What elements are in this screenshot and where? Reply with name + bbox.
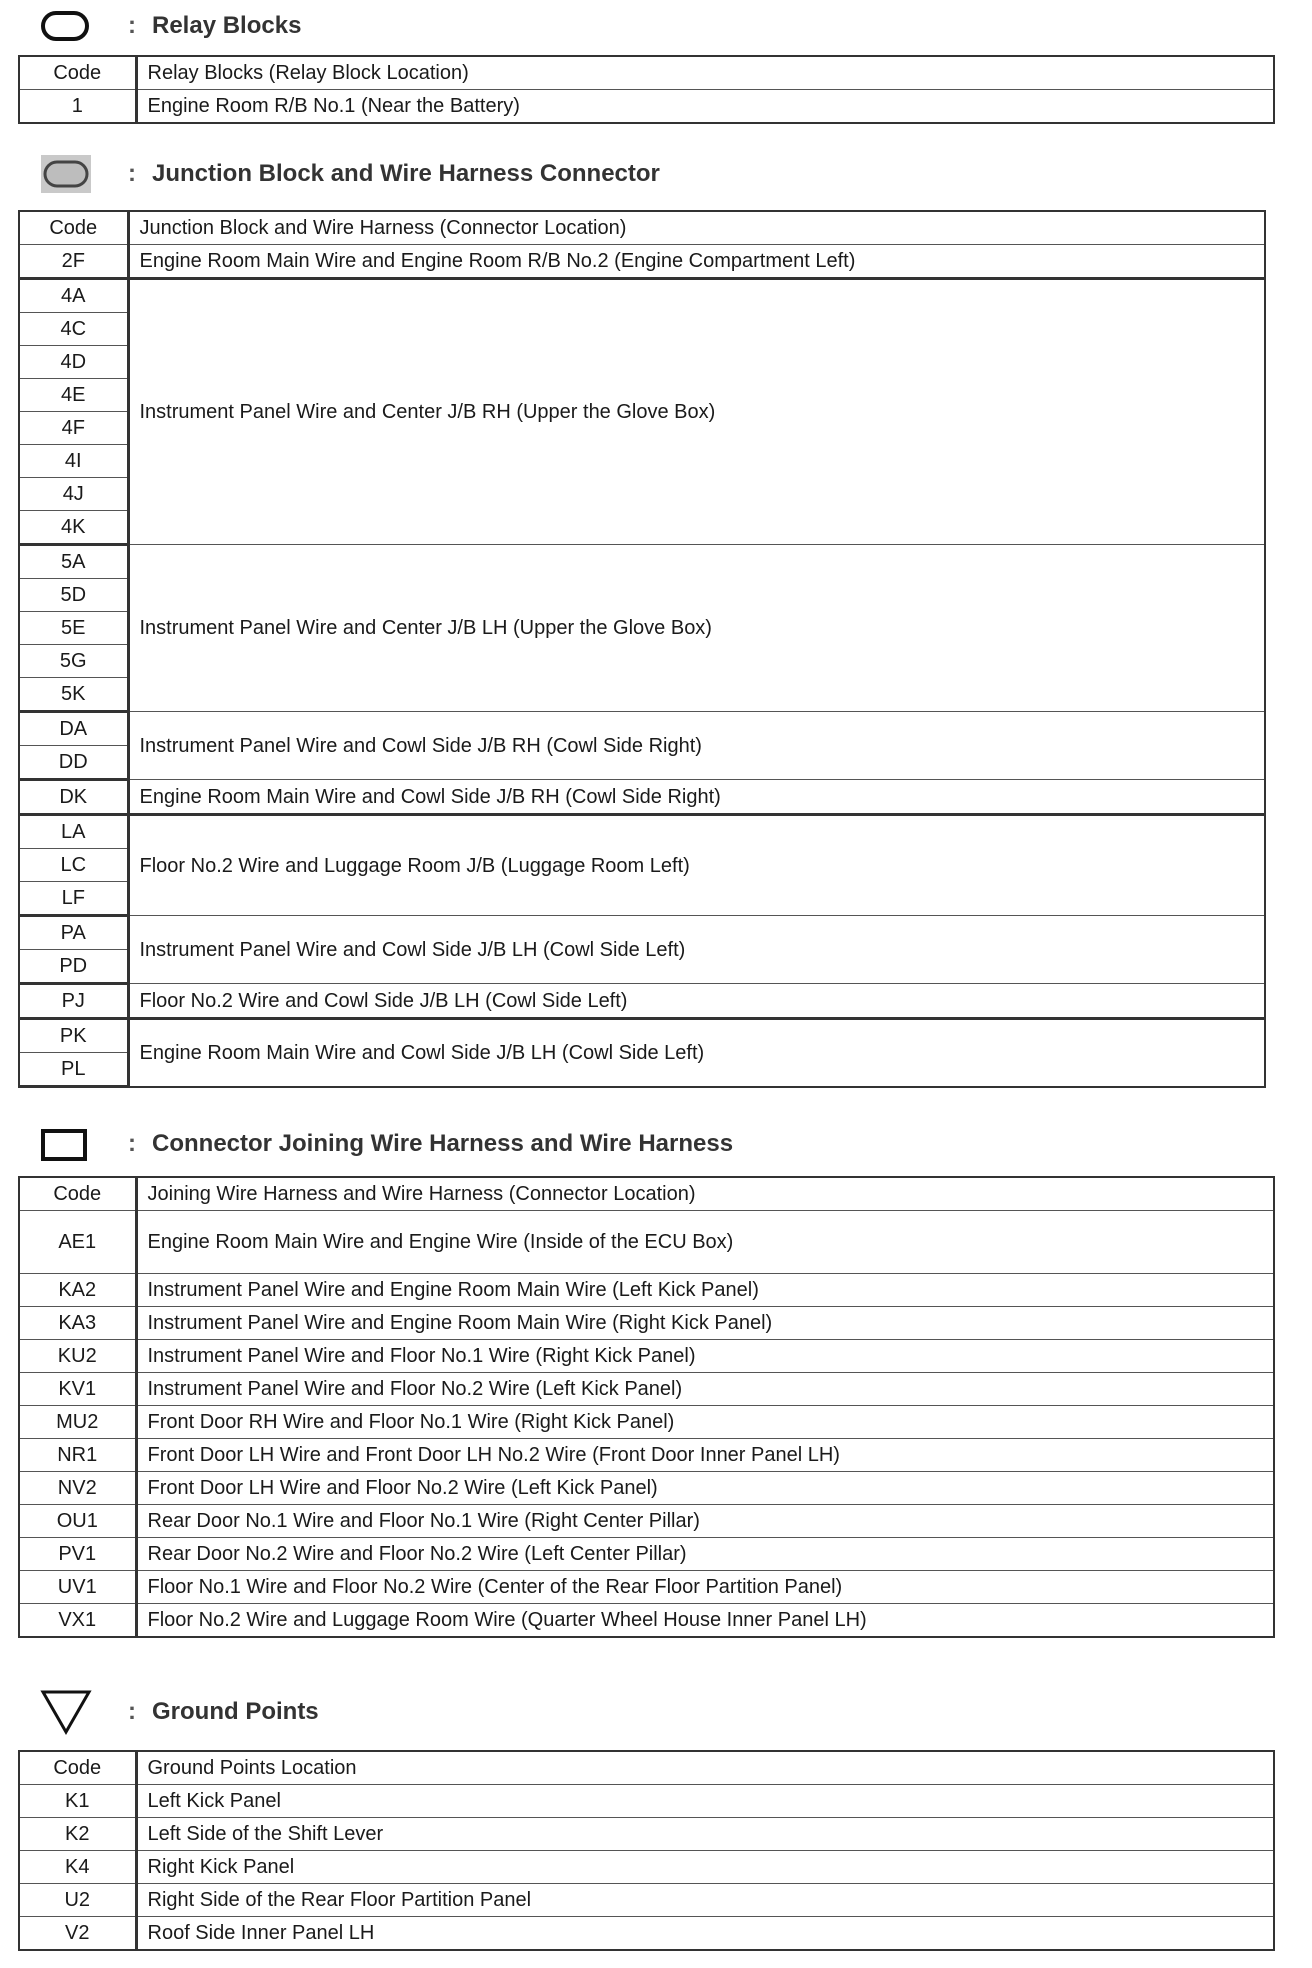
code-cell: AE1	[19, 1211, 136, 1274]
code-cell: PJ	[19, 984, 128, 1019]
section-heading-junction: : Junction Block and Wire Harness Connector	[40, 154, 660, 194]
table-row	[19, 1884, 1274, 1917]
table-row	[19, 1604, 1274, 1638]
section-heading-relay: : Relay Blocks	[40, 6, 301, 46]
description-cell: Engine Room Main Wire and Engine Wire (Inside of the ECU Box)	[136, 1211, 1274, 1274]
rounded-rect-icon	[40, 9, 92, 43]
code-cell: 4K	[19, 511, 128, 545]
table-row	[19, 1211, 1274, 1274]
code-cell: OU1	[19, 1505, 136, 1538]
code-cell: 5G	[19, 645, 128, 678]
code-cell: NR1	[19, 1439, 136, 1472]
code-cell: PV1	[19, 1538, 136, 1571]
description-cell: Left Side of the Shift Lever	[136, 1818, 1274, 1851]
header-description: Joining Wire Harness and Wire Harness (Connector Location)	[136, 1177, 1274, 1211]
description-cell: Roof Side Inner Panel LH	[136, 1917, 1274, 1951]
code-cell: K4	[19, 1851, 136, 1884]
description-cell: Floor No.1 Wire and Floor No.2 Wire (Center of the Rear Floor Partition Panel)	[136, 1571, 1274, 1604]
code-cell: 4A	[19, 279, 128, 313]
description-cell: Engine Room R/B No.1 (Near the Battery)	[136, 90, 1274, 124]
table-row	[19, 780, 1265, 815]
table-row	[19, 815, 1265, 849]
description-cell: Instrument Panel Wire and Floor No.1 Wire (Right Kick Panel)	[136, 1340, 1274, 1373]
table-row	[19, 916, 1265, 950]
description-cell: Right Kick Panel	[136, 1851, 1274, 1884]
table-row	[19, 1439, 1274, 1472]
code-cell: 5D	[19, 579, 128, 612]
code-cell: PL	[19, 1053, 128, 1087]
code-cell: 5K	[19, 678, 128, 712]
code-cell: PA	[19, 916, 128, 950]
description-cell: Instrument Panel Wire and Center J/B LH (Upper the Glove Box)	[128, 545, 1265, 712]
code-cell: 4J	[19, 478, 128, 511]
code-cell: LF	[19, 882, 128, 916]
description-cell: Engine Room Main Wire and Engine Room R/B No.2 (Engine Compartment Left)	[128, 245, 1265, 279]
description-cell: Rear Door No.1 Wire and Floor No.1 Wire (Right Center Pillar)	[136, 1505, 1274, 1538]
section-heading-connector: : Connector Joining Wire Harness and Wire Harness	[40, 1124, 733, 1164]
table-row	[19, 1307, 1274, 1340]
description-cell: Left Kick Panel	[136, 1785, 1274, 1818]
section-title: Ground Points	[152, 1698, 319, 1725]
description-cell: Engine Room Main Wire and Cowl Side J/B RH (Cowl Side Right)	[128, 780, 1265, 815]
code-cell: NV2	[19, 1472, 136, 1505]
description-cell: Instrument Panel Wire and Floor No.2 Wire (Left Kick Panel)	[136, 1373, 1274, 1406]
table-row	[19, 1538, 1274, 1571]
table-row	[19, 1851, 1274, 1884]
section-title: Junction Block and Wire Harness Connector	[152, 160, 660, 187]
description-cell: Rear Door No.2 Wire and Floor No.2 Wire (Left Center Pillar)	[136, 1538, 1274, 1571]
code-cell: KA2	[19, 1274, 136, 1307]
code-cell: UV1	[19, 1571, 136, 1604]
code-cell: U2	[19, 1884, 136, 1917]
description-cell: Front Door LH Wire and Floor No.2 Wire (Left Kick Panel)	[136, 1472, 1274, 1505]
header-code: Code	[19, 1751, 136, 1785]
code-cell: LA	[19, 815, 128, 849]
description-cell: Instrument Panel Wire and Center J/B RH (Upper the Glove Box)	[128, 279, 1265, 545]
table-row	[19, 245, 1265, 279]
junction-block-table	[18, 210, 1266, 1088]
ground-points-table	[18, 1750, 1275, 1951]
code-cell: 4F	[19, 412, 128, 445]
header-code: Code	[19, 211, 128, 245]
shaded-rounded-rect-icon	[40, 154, 92, 194]
code-cell: MU2	[19, 1406, 136, 1439]
header-description: Relay Blocks (Relay Block Location)	[136, 56, 1274, 90]
connector-table	[18, 1176, 1275, 1638]
square-icon	[40, 1127, 92, 1161]
description-cell: Instrument Panel Wire and Engine Room Main Wire (Left Kick Panel)	[136, 1274, 1274, 1307]
code-cell: 4D	[19, 346, 128, 379]
code-cell: KV1	[19, 1373, 136, 1406]
section-heading-ground: : Ground Points	[40, 1692, 319, 1732]
code-cell: KA3	[19, 1307, 136, 1340]
description-cell: Floor No.2 Wire and Luggage Room J/B (Luggage Room Left)	[128, 815, 1265, 916]
description-cell: Instrument Panel Wire and Cowl Side J/B RH (Cowl Side Right)	[128, 712, 1265, 780]
table-row	[19, 1274, 1274, 1307]
table-row	[19, 1406, 1274, 1439]
description-cell: Instrument Panel Wire and Cowl Side J/B LH (Cowl Side Left)	[128, 916, 1265, 984]
code-cell: 5E	[19, 612, 128, 645]
code-cell: DD	[19, 746, 128, 780]
code-cell: DA	[19, 712, 128, 746]
table-row	[19, 545, 1265, 579]
code-cell: VX1	[19, 1604, 136, 1638]
table-row	[19, 90, 1274, 124]
table-row	[19, 1505, 1274, 1538]
code-cell: 4E	[19, 379, 128, 412]
table-row	[19, 1019, 1265, 1053]
code-cell: LC	[19, 849, 128, 882]
table-row	[19, 279, 1265, 313]
table-row	[19, 1373, 1274, 1406]
code-cell: K2	[19, 1818, 136, 1851]
section-title: Connector Joining Wire Harness and Wire Harness	[152, 1130, 734, 1157]
description-cell: Engine Room Main Wire and Cowl Side J/B LH (Cowl Side Left)	[128, 1019, 1265, 1087]
description-cell: Right Side of the Rear Floor Partition Panel	[136, 1884, 1274, 1917]
table-row	[19, 1818, 1274, 1851]
description-cell: Front Door RH Wire and Floor No.1 Wire (Right Kick Panel)	[136, 1406, 1274, 1439]
table-row	[19, 1785, 1274, 1818]
relay-blocks-table	[18, 55, 1275, 124]
table-row	[19, 1340, 1274, 1373]
code-cell: KU2	[19, 1340, 136, 1373]
code-cell: 4I	[19, 445, 128, 478]
code-cell: PD	[19, 950, 128, 984]
table-header-row	[19, 56, 1274, 90]
code-cell: 5A	[19, 545, 128, 579]
description-cell: Floor No.2 Wire and Cowl Side J/B LH (Cowl Side Left)	[128, 984, 1265, 1019]
description-cell: Front Door LH Wire and Front Door LH No.2 Wire (Front Door Inner Panel LH)	[136, 1439, 1274, 1472]
triangle-down-icon	[40, 1689, 92, 1735]
header-description: Junction Block and Wire Harness (Connector Location)	[128, 211, 1265, 245]
table-header-row	[19, 211, 1265, 245]
table-row	[19, 984, 1265, 1019]
code-cell: 4C	[19, 313, 128, 346]
header-code: Code	[19, 56, 136, 90]
description-cell: Instrument Panel Wire and Engine Room Main Wire (Right Kick Panel)	[136, 1307, 1274, 1340]
table-header-row	[19, 1177, 1274, 1211]
description-cell: Floor No.2 Wire and Luggage Room Wire (Quarter Wheel House Inner Panel LH)	[136, 1604, 1274, 1638]
header-code: Code	[19, 1177, 136, 1211]
code-cell: PK	[19, 1019, 128, 1053]
table-row	[19, 1571, 1274, 1604]
code-cell: V2	[19, 1917, 136, 1951]
table-header-row	[19, 1751, 1274, 1785]
code-cell: 1	[19, 90, 136, 124]
table-row	[19, 712, 1265, 746]
section-title: Relay Blocks	[152, 12, 302, 39]
table-row	[19, 1917, 1274, 1951]
table-row	[19, 1472, 1274, 1505]
header-description: Ground Points Location	[136, 1751, 1274, 1785]
code-cell: DK	[19, 780, 128, 815]
code-cell: K1	[19, 1785, 136, 1818]
code-cell: 2F	[19, 245, 128, 279]
